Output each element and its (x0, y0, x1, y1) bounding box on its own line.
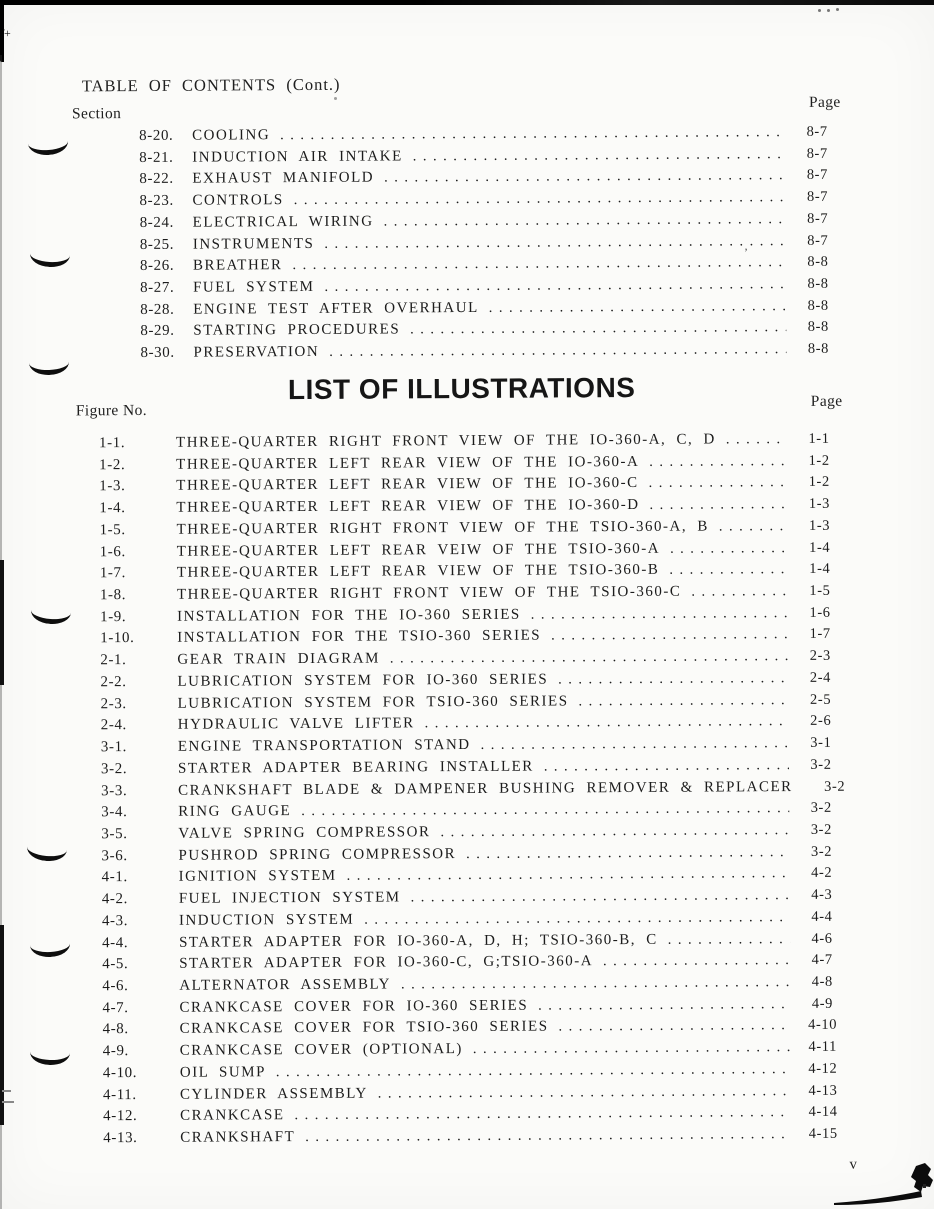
figure-title: ENGINE TRANSPORTATION STAND (177, 737, 471, 755)
dot-leader (649, 496, 787, 513)
page-reference: 2-6 (810, 713, 832, 730)
page-reference: 4-14 (808, 1104, 838, 1121)
page-reference: 4-4 (811, 908, 833, 925)
figure-number: 4-8. (102, 1021, 129, 1038)
page-reference: 1-3 (808, 495, 831, 513)
section-number: 8-22. (139, 171, 174, 188)
dot-leader (401, 974, 790, 993)
figure-title: CRANKCASE COVER FOR TSIO-360 SERIES (179, 1018, 549, 1038)
figure-title: RING GAUGE (178, 803, 292, 820)
section-title: INDUCTION AIR INTAKE (192, 148, 403, 166)
scan-speck (818, 9, 821, 12)
page-reference: 3-2 (810, 843, 833, 860)
dot-leader (466, 844, 790, 862)
page-reference: 1-3 (808, 517, 831, 534)
folio-page-number: v (849, 1156, 857, 1173)
figure-title: CRANKCASE COVER FOR IO-360 SERIES (179, 997, 529, 1016)
section-number: 8-26. (139, 258, 175, 275)
section-number: 8-21. (139, 149, 174, 166)
figure-number: 1-5. (99, 521, 126, 539)
section-number: 8-29. (140, 323, 175, 340)
figure-title: PUSHROD SPRING COMPRESSOR (178, 845, 457, 864)
section-column-label: Section (71, 105, 122, 123)
dot-leader (292, 254, 786, 274)
page-reference: 8-8 (807, 254, 829, 271)
page-reference: 3-2 (810, 756, 832, 773)
figure-title: THREE-QUARTER RIGHT FRONT VIEW OF THE IO-360-A, C, D (175, 431, 716, 451)
dot-leader (378, 1083, 791, 1102)
figure-number: 4-11. (102, 1086, 137, 1103)
page-reference: 8-7 (807, 210, 829, 227)
page-reference: 4-12 (808, 1060, 838, 1077)
section-number: 8-30. (140, 344, 175, 362)
section-number: 8-25. (139, 236, 175, 253)
page-reference: 3-1 (810, 734, 832, 751)
figure-number: 2-4. (100, 717, 127, 734)
page-reference: 4-7 (811, 952, 833, 969)
figure-number: 1-10. (100, 630, 135, 647)
dot-leader (670, 540, 788, 557)
toc-row (140, 341, 846, 367)
figure-title: INSTALLATION FOR THE TSIO-360 SERIES (177, 628, 542, 647)
figure-title: INDUCTION SYSTEM (178, 911, 355, 929)
scan-speck (836, 8, 839, 11)
page-reference: 1-7 (809, 626, 831, 643)
section-title: FUEL SYSTEM (193, 278, 315, 296)
figure-number: 4-3. (101, 912, 129, 930)
section-title: PRESERVATION (193, 344, 320, 361)
figure-number: 4-12. (103, 1108, 138, 1125)
toc-list (139, 124, 846, 367)
page-reference: 8-8 (807, 297, 829, 314)
scan-tick: ’ (744, 245, 748, 259)
dot-leader (551, 627, 788, 645)
page-reference: 8-7 (806, 145, 828, 162)
figure-title: HYDRAULIC VALVE LIFTER (177, 715, 415, 734)
dot-leader (440, 822, 789, 841)
figure-title: OIL SUMP (179, 1064, 266, 1081)
figure-row (103, 1126, 851, 1152)
dot-leader (726, 431, 787, 448)
figure-number: 2-1. (100, 652, 127, 669)
page-reference: 1-6 (809, 604, 831, 621)
dot-leader (364, 909, 790, 928)
dot-leader (280, 124, 785, 144)
figure-number: 1-7. (99, 565, 127, 582)
page-reference: 8-8 (807, 340, 830, 358)
dot-leader (425, 713, 789, 732)
figure-number: 4-4. (102, 934, 129, 951)
dot-leader (544, 757, 789, 775)
figure-title: CYLINDER ASSEMBLY (179, 1085, 368, 1103)
dot-leader (305, 1126, 791, 1145)
section-number: 8-20. (139, 127, 174, 144)
dot-leader (294, 189, 786, 209)
figure-number: 3-4. (101, 804, 128, 821)
dot-leader (538, 996, 790, 1014)
scan-edge-top (0, 0, 934, 5)
figure-title: IGNITION SYSTEM (178, 868, 337, 886)
figure-title: CRANKSHAFT BLADE & DAMPENER BUSHING REMOVER & REPLACER (178, 778, 793, 799)
page-reference: 4-3 (811, 886, 833, 903)
section-number: 8-28. (140, 301, 175, 318)
dot-leader (603, 952, 790, 970)
figure-title: CRANKCASE (180, 1107, 285, 1125)
section-title: EXHAUST MANIFOLD (192, 169, 375, 188)
page-reference: 2-5 (809, 691, 832, 708)
dot-leader (324, 276, 786, 295)
figure-number: 4-10. (102, 1064, 138, 1082)
page-reference: 4-13 (808, 1082, 838, 1099)
page-reference: 1-5 (809, 582, 831, 599)
figure-title: STARTER ADAPTER FOR IO-360-C, G;TSIO-360-A (179, 953, 594, 973)
figure-number: 4-9. (102, 1043, 129, 1060)
dot-leader (558, 1017, 790, 1035)
figure-title: CRANKSHAFT (180, 1129, 296, 1146)
dot-leader (329, 341, 786, 360)
page-reference: 4-8 (811, 973, 833, 990)
dot-leader (691, 583, 788, 600)
scan-artifact (2, 1101, 14, 1103)
figure-number: 2-2. (100, 673, 127, 691)
page-reference: 2-4 (809, 669, 832, 686)
figure-title: THREE-QUARTER LEFT REAR VIEW OF THE IO-360-C (176, 475, 639, 495)
illustrations-page-column-label: Page (810, 392, 843, 410)
page-reference: 4-11 (808, 1038, 837, 1056)
section-title: BREATHER (192, 257, 283, 274)
figure-title: ALTERNATOR ASSEMBLY (179, 976, 391, 994)
figure-number: 4-1. (101, 869, 128, 886)
scan-smudge (824, 1158, 934, 1208)
page-reference: 8-8 (807, 319, 829, 336)
figure-title: FUEL INJECTION SYSTEM (178, 889, 401, 907)
figure-number: 1-9. (100, 608, 127, 625)
dot-leader (347, 865, 790, 884)
scan-speck (827, 9, 830, 12)
dot-leader (324, 233, 786, 252)
section-title: STARTING PROCEDURES (193, 321, 401, 340)
figure-title: INSTALLATION FOR THE IO-360 SERIES (177, 606, 521, 625)
dot-leader (413, 146, 786, 165)
dot-leader (489, 298, 787, 316)
figure-number: 4-2. (101, 891, 128, 908)
figure-number: 3-6. (101, 847, 128, 864)
toc-page-column-label: Page (808, 93, 841, 111)
page-reference: 3-2 (810, 799, 832, 817)
dot-leader (481, 735, 789, 753)
figure-title: STARTER ADAPTER FOR IO-360-A, D, H; TSIO-360-B, C (179, 931, 658, 951)
section-number: 8-24. (139, 214, 174, 231)
dot-leader (301, 800, 789, 819)
page-reference: 1-2 (808, 452, 830, 469)
section-title: COOLING (192, 127, 271, 144)
figure-title: THREE-QUARTER LEFT REAR VIEW OF THE IO-360-D (176, 497, 640, 516)
figure-number-column-label: Figure No. (75, 401, 148, 420)
figure-title: THREE-QUARTER LEFT REAR VIEW OF THE TSIO-360-B (176, 562, 660, 582)
section-number: 8-23. (139, 192, 174, 210)
figure-number: 1-6. (99, 543, 126, 560)
figure-number: 4-13. (103, 1130, 138, 1147)
figure-title: THREE-QUARTER RIGHT FRONT VIEW OF THE TSIO-360-C (176, 583, 682, 603)
figure-number: 3-1. (100, 739, 128, 756)
scan-edge-left-segment (0, 925, 4, 1125)
page-reference: 4-2 (811, 865, 833, 882)
figure-title: CRANKCASE COVER (OPTIONAL) (179, 1041, 463, 1059)
figure-title: THREE-QUARTER RIGHT FRONT VIEW OF THE TSIO-360-A, B (176, 518, 709, 538)
scan-edge-left-segment (0, 560, 4, 685)
page-reference: 3-2 (824, 778, 846, 795)
figure-number: 4-5. (102, 956, 129, 973)
page-reference: 4-15 (808, 1125, 838, 1142)
page-reference: 8-7 (806, 167, 828, 184)
figure-title: STARTER ADAPTER BEARING INSTALLER (177, 758, 534, 777)
figure-title: VALVE SPRING COMPRESSOR (178, 824, 431, 842)
figure-number: 3-3. (101, 782, 128, 799)
page-reference: 1-1 (808, 430, 830, 447)
section-number: 8-27. (140, 279, 175, 297)
scan-tick: ̇+ (4, 26, 11, 40)
figure-title: THREE-QUARTER LEFT REAR VIEW OF THE IO-360-A (176, 453, 640, 473)
figure-number: 3-5. (101, 826, 128, 843)
dot-leader (294, 1104, 791, 1124)
dot-leader (578, 692, 788, 710)
dot-leader (649, 474, 788, 491)
figure-number: 1-2. (99, 456, 126, 473)
list-of-illustrations-title: LIST OF ILLUSTRATIONS (287, 371, 636, 406)
scan-artifact (2, 1090, 11, 1092)
section-title: ELECTRICAL WIRING (192, 213, 374, 231)
figure-list (99, 431, 851, 1152)
dot-leader (668, 931, 790, 948)
dot-leader (473, 1039, 791, 1057)
page-reference: 2-3 (809, 647, 831, 665)
dot-leader (384, 167, 785, 186)
page-reference: 3-2 (810, 821, 832, 838)
dot-leader (649, 453, 787, 470)
page-reference: 1-4 (809, 539, 831, 556)
page-reference: 4-9 (811, 995, 834, 1012)
section-title: INSTRUMENTS (192, 235, 315, 253)
section-title: ENGINE TEST AFTER OVERHAUL (193, 299, 479, 318)
toc-title: TABLE OF CONTENTS (Cont.) (81, 74, 341, 96)
dot-leader (410, 320, 786, 339)
figure-title: LUBRICATION SYSTEM FOR IO-360 SERIES (177, 671, 549, 690)
figure-number: 4-7. (102, 999, 129, 1016)
figure-number: 1-3. (99, 478, 126, 495)
scan-speck (334, 97, 337, 100)
page-reference: 8-8 (807, 275, 829, 292)
figure-title: THREE-QUARTER LEFT REAR VEIW OF THE TSIO-360-A (176, 540, 661, 560)
figure-title: LUBRICATION SYSTEM FOR TSIO-360 SERIES (177, 693, 569, 712)
page-reference: 1-2 (808, 474, 830, 491)
figure-number: 3-2. (100, 760, 128, 778)
page-reference: 8-7 (806, 188, 829, 206)
dot-leader (384, 211, 786, 230)
page-reference: 8-7 (807, 232, 829, 249)
figure-number: 1-4. (99, 500, 126, 517)
page-reference: 1-4 (809, 561, 831, 578)
dot-leader (531, 605, 788, 623)
figure-number: 1-1. (98, 435, 126, 452)
dot-leader (390, 648, 789, 667)
dot-leader (276, 1061, 791, 1081)
figure-title: GEAR TRAIN DIAGRAM (177, 650, 380, 668)
page-reference: 8-7 (806, 123, 828, 140)
dot-leader (719, 518, 788, 535)
dot-leader (411, 887, 790, 906)
dot-leader (669, 561, 788, 578)
figure-number: 1-8. (99, 587, 127, 604)
dot-leader (558, 670, 788, 688)
figure-number: 2-3. (100, 695, 127, 712)
page-reference: 4-6 (811, 930, 833, 947)
page-reference: 4-10 (808, 1017, 838, 1034)
figure-number: 4-6. (102, 978, 129, 995)
section-title: CONTROLS (192, 192, 284, 209)
